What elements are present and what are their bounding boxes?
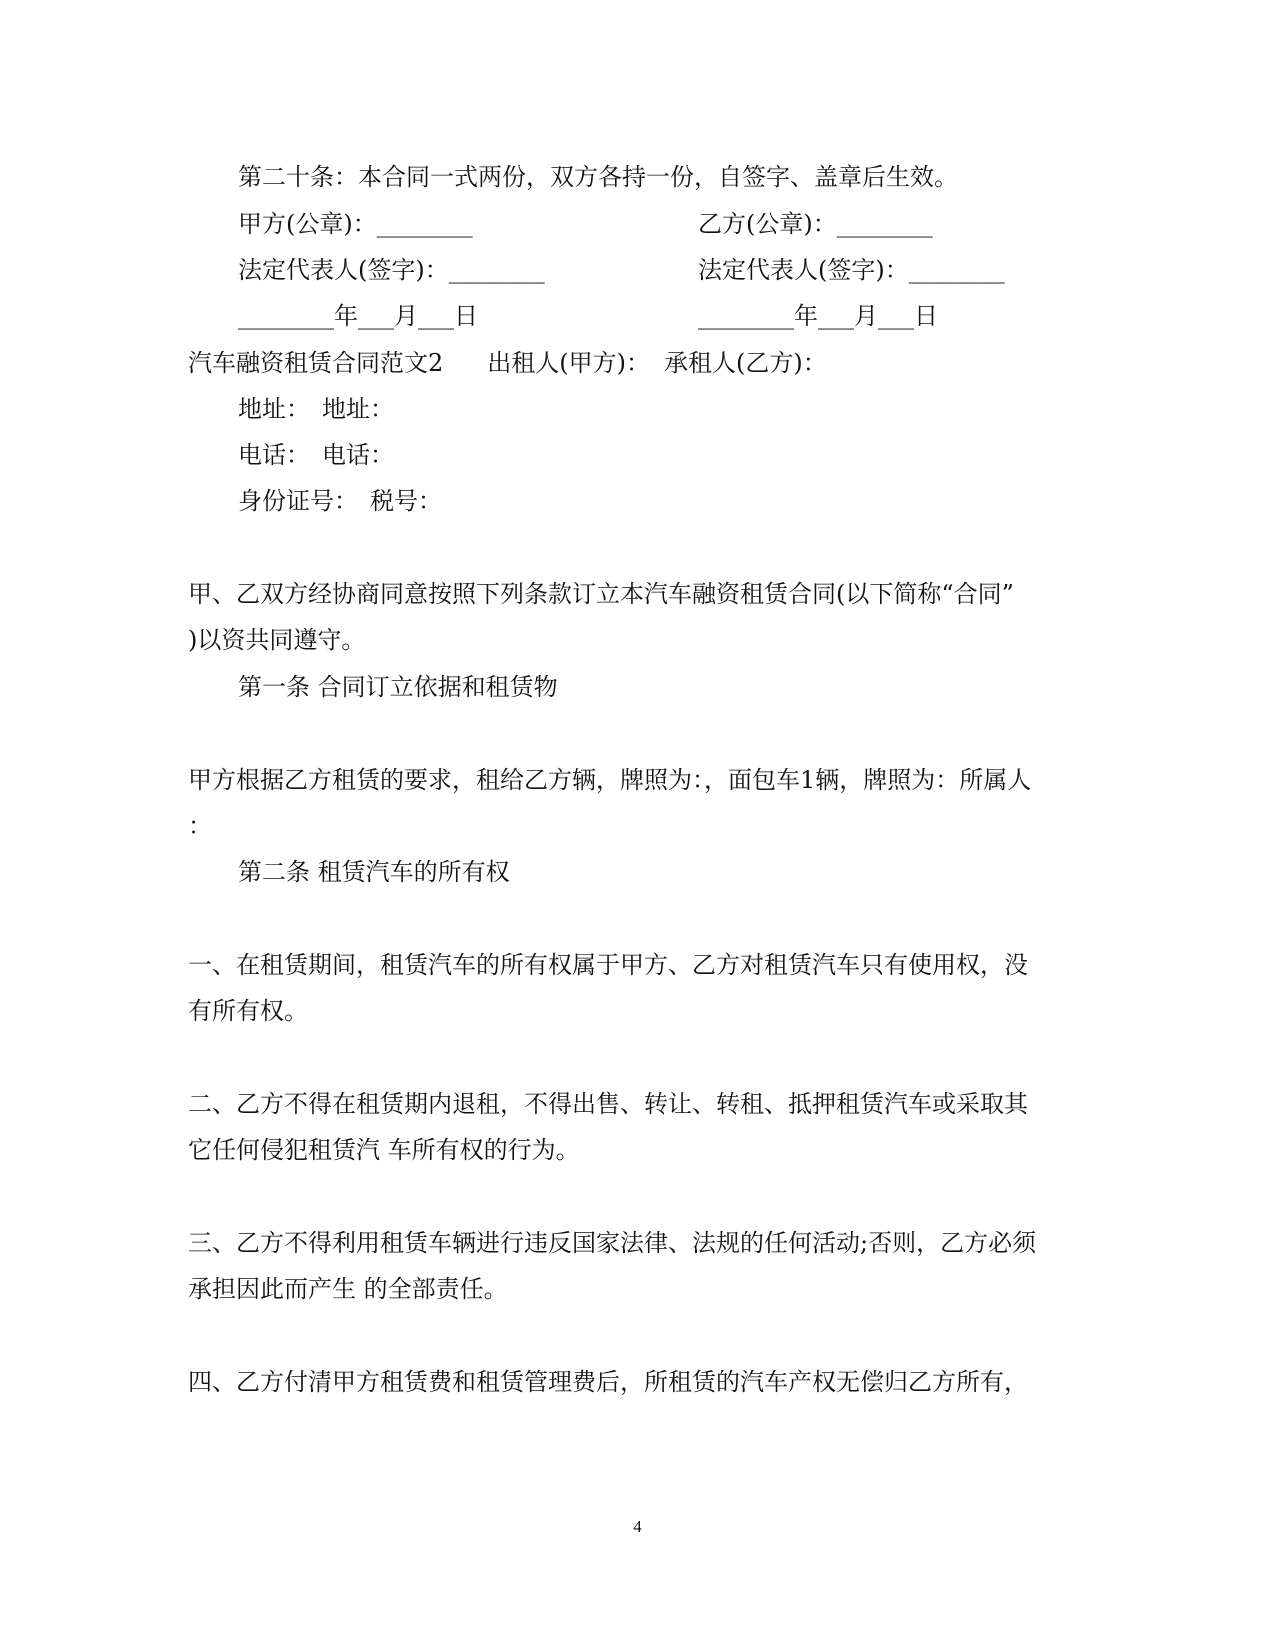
article-2-item-4-line-1: 四、乙方付清甲方租赁费和租赁管理费后，所租赁的汽车产权无偿归乙方所有， (188, 1368, 1028, 1396)
address-line: 地址： 地址： (238, 395, 394, 423)
lessee-label: 承租人(乙方)： (664, 349, 827, 377)
article-1-paragraph-line-2: ： (188, 812, 212, 840)
intro-paragraph-line-2: )以资共同遵守。 (188, 626, 366, 654)
clause-20: 第二十条：本合同一式两份，双方各持一份，自签字、盖章后生效。 (238, 163, 958, 191)
page-number: 4 (633, 1517, 642, 1536)
article-2-heading: 第二条 租赁汽车的所有权 (238, 858, 510, 886)
phone-line: 电话： 电话： (238, 441, 394, 469)
article-1-heading: 第一条 合同订立依据和租赁物 (238, 673, 558, 701)
party-b-representative: 法定代表人(签字)：________ (698, 256, 1005, 284)
party-a-seal: 甲方(公章)：________ (238, 210, 473, 238)
id-tax-line: 身份证号： 税号： (238, 487, 442, 515)
party-a-representative: 法定代表人(签字)：________ (238, 256, 545, 284)
article-2-item-1-line-2: 有所有权。 (188, 997, 308, 1025)
article-2-item-3-line-1: 三、乙方不得利用租赁车辆进行违反国家法律、法规的任何活动;否则，乙方必须 (188, 1229, 1037, 1257)
article-1-paragraph-line-1: 甲方根据乙方租赁的要求，租给乙方辆，牌照为：，面包车1辆，牌照为：所属人 (188, 766, 1032, 794)
party-a-date: ________年___月___日 (238, 302, 478, 330)
article-2-item-2-line-2: 它任何侵犯租赁汽 车所有权的行为。 (188, 1136, 580, 1164)
article-2-item-2-line-1: 二、乙方不得在租赁期内退租，不得出售、转让、转租、抵押租赁汽车或采取其 (188, 1090, 1028, 1118)
intro-paragraph-line-1: 甲、乙双方经协商同意按照下列条款订立本汽车融资租赁合同(以下简称“合同” (188, 580, 1014, 608)
article-2-item-3-line-2: 承担因此而产生 的全部责任。 (188, 1275, 508, 1303)
lessor-label: 出租人(甲方)： (487, 349, 651, 377)
article-2-item-1-line-1: 一、在租赁期间，租赁汽车的所有权属于甲方、乙方对租赁汽车只有使用权，没 (188, 951, 1028, 979)
contract-title: 汽车融资租赁合同范文2 (188, 349, 444, 377)
party-b-seal: 乙方(公章)：________ (698, 210, 933, 238)
contract-header-line (188, 348, 827, 378)
party-b-date: ________年___月___日 (698, 302, 938, 330)
